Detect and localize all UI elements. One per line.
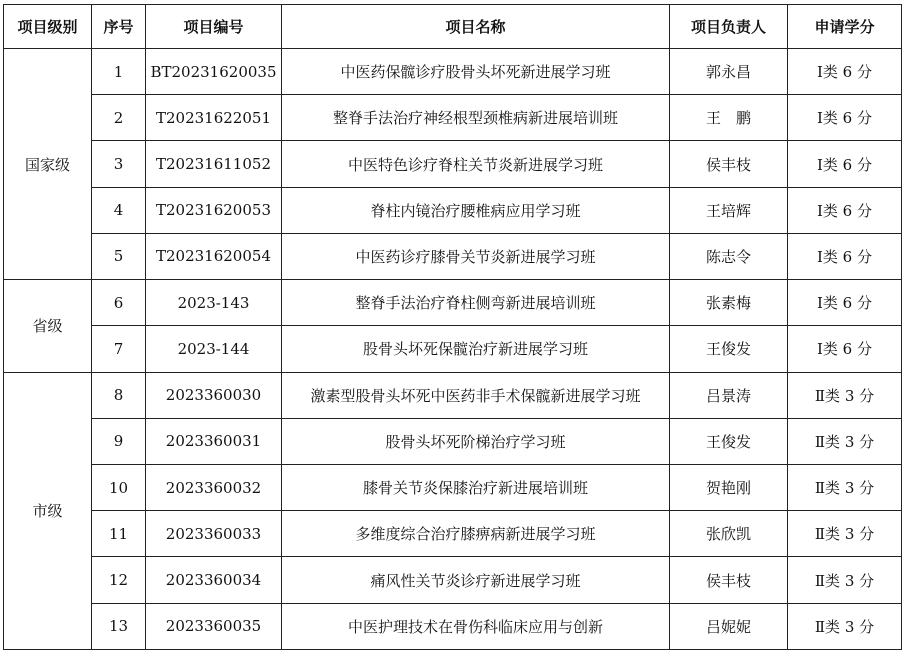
table-row xyxy=(4,280,902,326)
row-no: 2 xyxy=(92,95,146,141)
row-no: 12 xyxy=(92,557,146,603)
header-code: 项目编号 xyxy=(146,5,282,49)
row-code: 2023360033 xyxy=(146,511,282,557)
row-leader: 张欣凯 xyxy=(670,511,788,557)
row-name: 中医药诊疗膝骨关节炎新进展学习班 xyxy=(282,233,670,279)
row-code: BT20231620035 xyxy=(146,49,282,95)
table-row xyxy=(4,511,902,557)
row-no: 9 xyxy=(92,418,146,464)
row-no: 3 xyxy=(92,141,146,187)
row-credit: Ⅰ类 6 分 xyxy=(788,280,902,326)
header-row xyxy=(4,5,902,49)
row-code: 2023360034 xyxy=(146,557,282,603)
row-code: 2023360031 xyxy=(146,418,282,464)
row-code: T20231611052 xyxy=(146,141,282,187)
table-row xyxy=(4,418,902,464)
row-name: 膝骨关节炎保膝治疗新进展培训班 xyxy=(282,464,670,510)
row-code: 2023-143 xyxy=(146,280,282,326)
row-credit: Ⅱ类 3 分 xyxy=(788,464,902,510)
header-name: 项目名称 xyxy=(282,5,670,49)
row-credit: Ⅰ类 6 分 xyxy=(788,233,902,279)
project-table xyxy=(3,4,902,650)
table-row xyxy=(4,49,902,95)
header-leader: 项目负责人 xyxy=(670,5,788,49)
row-leader: 侯丰枝 xyxy=(670,557,788,603)
row-credit: Ⅰ类 6 分 xyxy=(788,95,902,141)
row-no: 1 xyxy=(92,49,146,95)
row-credit: Ⅰ类 6 分 xyxy=(788,187,902,233)
row-leader: 陈志令 xyxy=(670,233,788,279)
table-row xyxy=(4,603,902,649)
table-row xyxy=(4,141,902,187)
row-code: 2023360030 xyxy=(146,372,282,418)
row-leader: 吕景涛 xyxy=(670,372,788,418)
row-credit: Ⅱ类 3 分 xyxy=(788,372,902,418)
row-leader: 贺艳刚 xyxy=(670,464,788,510)
row-no: 8 xyxy=(92,372,146,418)
table-row xyxy=(4,464,902,510)
row-code: 2023360035 xyxy=(146,603,282,649)
row-name: 整脊手法治疗脊柱侧弯新进展培训班 xyxy=(282,280,670,326)
row-credit: Ⅱ类 3 分 xyxy=(788,603,902,649)
row-leader: 张素梅 xyxy=(670,280,788,326)
row-no: 7 xyxy=(92,326,146,372)
row-leader: 侯丰枝 xyxy=(670,141,788,187)
table-row xyxy=(4,326,902,372)
row-name: 股骨头坏死保髋治疗新进展学习班 xyxy=(282,326,670,372)
row-name: 中医药保髋诊疗股骨头坏死新进展学习班 xyxy=(282,49,670,95)
table-row xyxy=(4,557,902,603)
row-no: 11 xyxy=(92,511,146,557)
row-code: 2023-144 xyxy=(146,326,282,372)
row-code: T20231620054 xyxy=(146,233,282,279)
row-code: T20231620053 xyxy=(146,187,282,233)
row-code: 2023360032 xyxy=(146,464,282,510)
table-row xyxy=(4,187,902,233)
level-cell: 省级 xyxy=(4,280,92,372)
table-row xyxy=(4,95,902,141)
row-name: 多维度综合治疗膝痹病新进展学习班 xyxy=(282,511,670,557)
row-credit: Ⅱ类 3 分 xyxy=(788,511,902,557)
row-name: 整脊手法治疗神经根型颈椎病新进展培训班 xyxy=(282,95,670,141)
row-name: 激素型股骨头坏死中医药非手术保髋新进展学习班 xyxy=(282,372,670,418)
row-no: 6 xyxy=(92,280,146,326)
table-row xyxy=(4,233,902,279)
row-credit: Ⅱ类 3 分 xyxy=(788,418,902,464)
row-name: 脊柱内镜治疗腰椎病应用学习班 xyxy=(282,187,670,233)
table-row xyxy=(4,372,902,418)
row-credit: Ⅰ类 6 分 xyxy=(788,141,902,187)
row-no: 10 xyxy=(92,464,146,510)
row-name: 股骨头坏死阶梯治疗学习班 xyxy=(282,418,670,464)
row-leader: 王俊发 xyxy=(670,326,788,372)
header-credit: 申请学分 xyxy=(788,5,902,49)
level-cell: 市级 xyxy=(4,372,92,649)
row-leader: 王俊发 xyxy=(670,418,788,464)
row-name: 痛风性关节炎诊疗新进展学习班 xyxy=(282,557,670,603)
header-level: 项目级别 xyxy=(4,5,92,49)
row-leader: 王培辉 xyxy=(670,187,788,233)
row-name: 中医特色诊疗脊柱关节炎新进展学习班 xyxy=(282,141,670,187)
row-no: 13 xyxy=(92,603,146,649)
header-no: 序号 xyxy=(92,5,146,49)
row-code: T20231622051 xyxy=(146,95,282,141)
row-credit: Ⅰ类 6 分 xyxy=(788,326,902,372)
row-leader: 王 鹏 xyxy=(670,95,788,141)
row-no: 4 xyxy=(92,187,146,233)
row-leader: 吕妮妮 xyxy=(670,603,788,649)
row-credit: Ⅱ类 3 分 xyxy=(788,557,902,603)
row-name: 中医护理技术在骨伤科临床应用与创新 xyxy=(282,603,670,649)
level-cell: 国家级 xyxy=(4,49,92,280)
row-leader: 郭永昌 xyxy=(670,49,788,95)
row-credit: Ⅰ类 6 分 xyxy=(788,49,902,95)
row-no: 5 xyxy=(92,233,146,279)
